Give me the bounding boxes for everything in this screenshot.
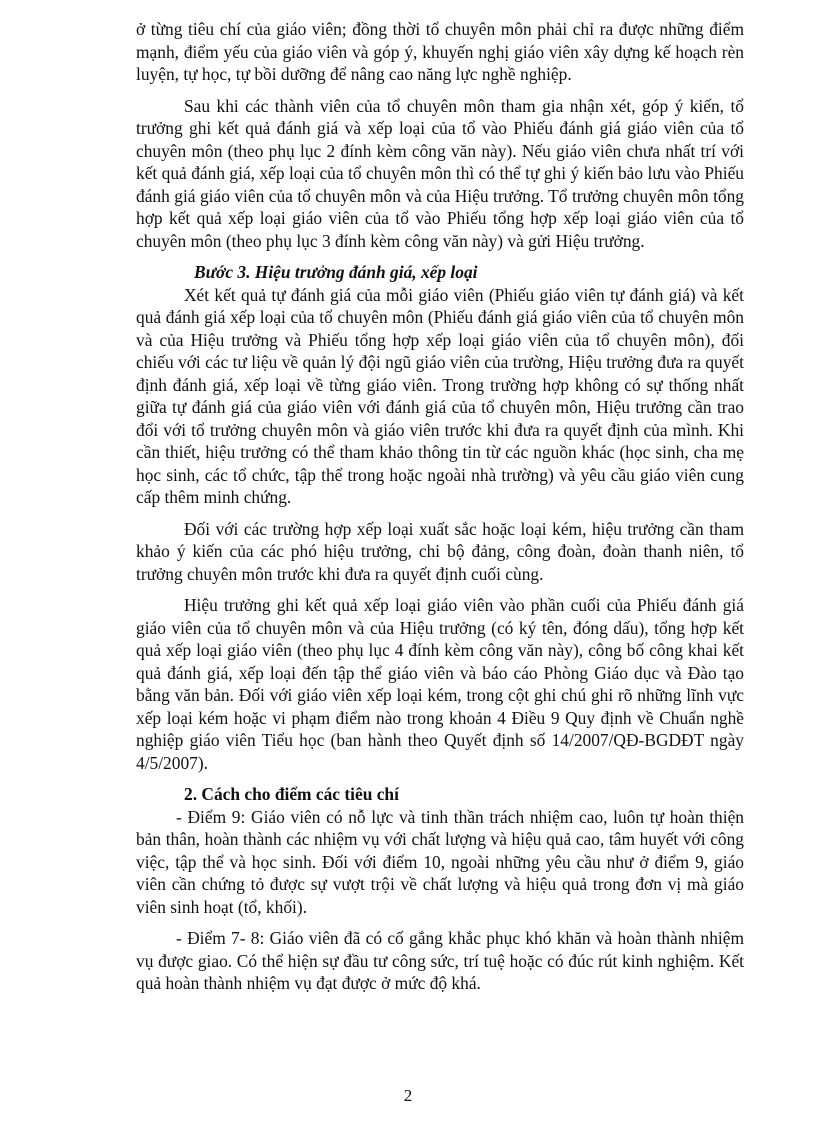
paragraph-score-7-8: - Điểm 7- 8: Giáo viên đã có cố gắng khắc phục khó khăn và hoàn thành nhiệm vụ được giao. Có thể hiện sự đầu tư công sức, trí tuệ hoặc có đúc rút kinh nghiệm. Kết quả hoàn thành nhiệm vụ đạt được ở mức độ khá.: [136, 928, 744, 993]
paragraph-continuation: ở từng tiêu chí của giáo viên; đồng thời tổ chuyên môn phải chỉ ra được những điểm mạnh, điểm yếu của giáo viên và góp ý, khuyến nghị giáo viên xây dựng kế hoạch rèn luyện, tự học, tự bồi dưỡng để nâng cao năng lực nghề nghiệp.: [136, 19, 744, 84]
paragraph-score-9: - Điểm 9: Giáo viên có nỗ lực và tinh thần trách nhiệm cao, luôn tự hoàn thiện bản thân, hoàn thành các nhiệm vụ với chất lượng và hiệu quả cao, tâm huyết với công việc, tập thể và học sinh. Đối với điểm 10, ngoài những yêu cầu như ở điểm 9, giáo viên cần chứng tỏ được sự vượt trội về chất lượng và hiệu quả trong đơn vị mà giáo viên sinh hoạt (tổ, khối).: [136, 806, 744, 917]
paragraph-principal-records: Hiệu trưởng ghi kết quả xếp loại giáo viên vào phần cuối của Phiếu đánh giá giáo viên của tổ chuyên môn và của Hiệu trưởng (có ký tên, đóng dấu), tổng hợp kết quả xếp loại giáo viên (theo phụ lục 4 đính kèm công văn này), công bố công khai kết quả đánh giá, xếp loại đến tập thể giáo viên và báo cáo Phòng Giáo dục và Đào tạo bằng văn bản. Đối với giáo viên xếp loại kém, trong cột ghi chú ghi rõ những lĩnh vực xếp loại kém hoặc vi phạm điểm nào trong khoản 4 Điều 9 Quy định về Chuẩn nghề nghiệp giáo viên Tiểu học (ban hành theo Quyết định số 14/2007/QĐ-BGDĐT ngày 4/5/2007).: [136, 595, 744, 773]
section-2-heading: 2. Cách cho điểm các tiêu chí: [184, 784, 399, 804]
paragraph-special-cases: Đối với các trường hợp xếp loại xuất sắc hoặc loại kém, hiệu trưởng cần tham khảo ý kiến của các phó hiệu trưởng, chi bộ đảng, công đoàn, đoàn thanh niên, tổ trưởng chuyên môn trước khi đưa ra quyết định cuối cùng.: [136, 518, 744, 584]
step-3-heading: Bước 3. Hiệu trưởng đánh giá, xếp loại: [194, 262, 478, 282]
paragraph-principal-review: Xét kết quả tự đánh giá của mỗi giáo viên (Phiếu giáo viên tự đánh giá) và kết quả đánh giá xếp loại của tổ chuyên môn (Phiếu đánh giá giáo viên của tổ chuyên môn và của Hiệu trưởng và Phiếu tổng hợp xếp loại giáo viên của tổ chuyên môn), đối chiếu với các tư liệu về quản lý đội ngũ giáo viên của trường, Hiệu trưởng đưa ra quyết định đánh giá, xếp loại về từng giáo viên. Trong trường hợp không có sự thống nhất giữa tự đánh giá của giáo viên với đánh giá của tổ chuyên môn, Hiệu trưởng cần trao đổi với tổ trưởng chuyên môn và giáo viên trước khi đưa ra quyết định của mình. Khi cần thiết, hiệu trưởng có thể tham khảo thông tin từ các nguồn khác (học sinh, cha mẹ học sinh, các tổ chức, tập thể trong hoặc ngoài nhà trường) và yêu cầu giáo viên cung cấp thêm minh chứng.: [136, 284, 744, 507]
document-page: [136, 18, 744, 995]
page-number: 2: [403, 1086, 413, 1105]
paragraph-team-review: Sau khi các thành viên của tổ chuyên môn tham gia nhận xét, góp ý kiến, tổ trưởng ghi kết quả đánh giá và xếp loại của tổ vào Phiếu đánh giá giáo viên của tổ chuyên môn (theo phụ lục 2 đính kèm công văn này). Nếu giáo viên chưa nhất trí với kết quả đánh giá, xếp loại của tổ chuyên môn thì có thể tự ghi ý kiến bảo lưu vào Phiếu đánh giá giáo viên của tổ chuyên môn và của Hiệu trưởng. Tổ trưởng chuyên môn tổng hợp kết quả xếp loại giáo viên của tổ vào Phiếu tổng hợp xếp loại giáo viên của tổ chuyên môn (theo phụ lục 3 đính kèm công văn này) và gửi Hiệu trưởng.: [136, 95, 744, 251]
